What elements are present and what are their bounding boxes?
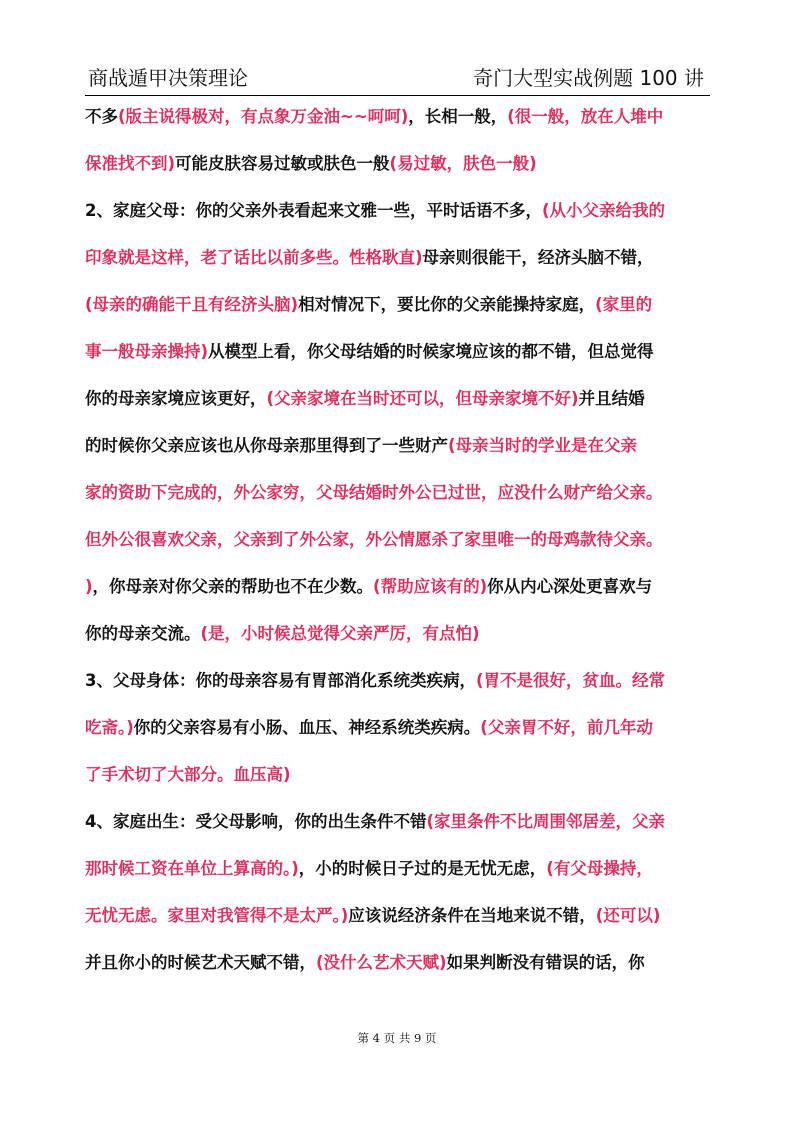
annotation-text: (是，小时候总觉得父亲严厉，有点怕) <box>200 624 480 643</box>
header-title-right: 奇门大型实战例题 100 讲 <box>473 66 704 90</box>
text-line <box>85 196 715 243</box>
text-line <box>85 384 715 431</box>
annotation-text: (没什么艺术天赋) <box>316 953 447 972</box>
annotation-text: (父亲家境在当时还可以，但母亲家境不好) <box>266 389 579 408</box>
annotation-text: 了手术切了大部分。血压高) <box>85 765 291 784</box>
text-line <box>85 525 715 572</box>
body-text: 母亲则很能干，经济头脑不错， <box>422 248 654 267</box>
text-line <box>85 619 715 666</box>
annotation-text: ) <box>85 577 93 596</box>
annotation-text: (很一般，放在人堆中 <box>507 107 664 126</box>
annotation-text: (版主说得极对，有点象万金油~~呵呵) <box>118 107 409 126</box>
text-line <box>85 290 715 337</box>
text-line <box>85 337 715 384</box>
annotation-text: (家里的 <box>595 295 653 314</box>
body-text: ，小的时候日子过的是无忧无虑， <box>298 859 547 878</box>
annotation-text: 家的资助下完成的，外公家穷，父母结婚时外公已过世，应没什么财产给父亲。 <box>85 483 663 502</box>
annotation-text: 保准找不到) <box>85 154 176 173</box>
body-text: 4、家庭出生：受父母影响，你的出生条件不错 <box>85 812 427 831</box>
text-line <box>85 102 715 149</box>
annotation-text: 那时候工资在单位上算高的。) <box>85 859 299 878</box>
annotation-text: (有父母操持， <box>546 859 653 878</box>
annotation-text: 印象就是这样，老了话比以前多些。性格耿直) <box>85 248 423 267</box>
body-text: 从模型上看，你父母结婚的时候家境应该的都不错，但总觉得 <box>208 342 654 361</box>
annotation-text: (胃不是很好，贫血。经常 <box>475 671 666 690</box>
annotation-text: 事一般母亲操持) <box>85 342 209 361</box>
annotation-text: 无忧无虑。家里对我管得不是太严。) <box>85 906 349 925</box>
body-text: ，长相一般， <box>408 107 508 126</box>
annotation-text: (家里条件不比周围邻居差，父亲 <box>426 812 666 831</box>
body-text: 2、家庭父母：你的父亲外表看起来文雅一些，平时话语不多， <box>85 201 542 220</box>
text-line <box>85 948 715 995</box>
page-header <box>85 63 710 96</box>
body-text: 相对情况下，要比你的父亲能操持家庭， <box>298 295 596 314</box>
body-text: 你的父亲容易有小肠、血压、神经系统类疾病。 <box>133 718 481 737</box>
annotation-text: 但外公很喜欢父亲，父亲到了外公家，外公情愿杀了家里唯一的母鸡款待父亲。 <box>85 530 663 549</box>
body-text: 你的母亲交流。 <box>85 624 201 643</box>
body-text: 不多 <box>85 107 118 126</box>
body-text: 并且你小的时候艺术天赋不错， <box>85 953 316 972</box>
annotation-text: (母亲当时的学业是在父亲 <box>448 436 638 455</box>
annotation-text: (母亲的确能干且有经济头脑) <box>85 295 299 314</box>
text-line <box>85 760 715 807</box>
body-text: ，你母亲对你父亲的帮助也不在少数。 <box>92 577 374 596</box>
text-line <box>85 431 715 478</box>
text-line <box>85 478 715 525</box>
text-line <box>85 854 715 901</box>
text-line <box>85 243 715 290</box>
body-text: 如果判断没有错误的话，你 <box>446 953 645 972</box>
annotation-text: 吃斋。) <box>85 718 134 737</box>
body-text: 的时候你父亲应该也从你母亲那里得到了一些财产 <box>85 436 448 455</box>
body-text: 应该说经济条件在当地来说不错， <box>348 906 596 925</box>
text-line <box>85 901 715 948</box>
annotation-text: (从小父亲给我的 <box>541 201 666 220</box>
text-line <box>85 149 715 196</box>
annotation-text: (父亲胃不好，前几年动 <box>480 718 653 737</box>
body-text: 你从内心深处更喜欢与 <box>487 577 653 596</box>
body-text: 你的母亲家境应该更好， <box>85 389 267 408</box>
annotation-text: (易过敏，肤色一般) <box>389 154 537 173</box>
body-text: 并且结婚 <box>578 389 645 408</box>
text-line <box>85 572 715 619</box>
body-text: 可能皮肤容易过敏或肤色一般 <box>175 154 390 173</box>
annotation-text: (还可以) <box>595 906 661 925</box>
header-title-left: 商战遁甲决策理论 <box>88 66 248 90</box>
document-body <box>85 102 715 995</box>
annotation-text: (帮助应该有的) <box>373 577 488 596</box>
text-line <box>85 807 715 854</box>
page-number: 第 4 页 共 9 页 <box>357 1031 437 1045</box>
body-text: 3、父母身体：你的母亲容易有胃部消化系统类疾病， <box>85 671 476 690</box>
text-line <box>85 713 715 760</box>
text-line <box>85 666 715 713</box>
